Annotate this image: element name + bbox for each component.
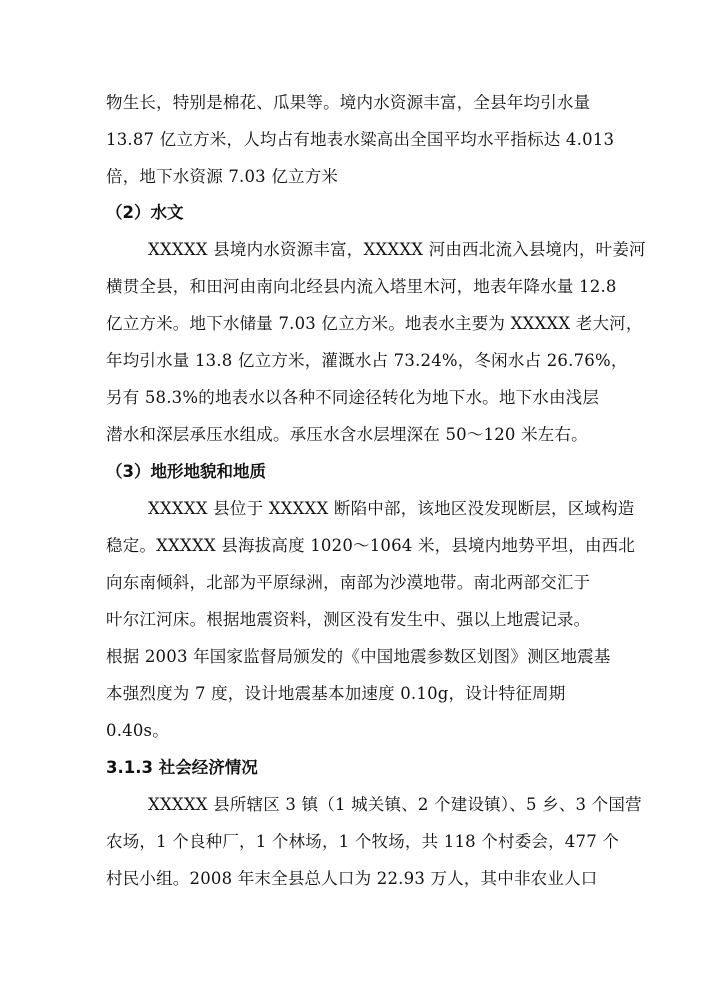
- section-heading-hydrology: （2）水文: [106, 203, 184, 222]
- paragraph-line: XXXXX 县位于 XXXXX 断陷中部，该地区没发现断层，区域构造: [148, 499, 635, 518]
- paragraph-line: 年均引水量 13.8 亿立方米，灌溉水占 73.24%，冬闲水占 26.76%，: [106, 351, 628, 370]
- paragraph-line: 倍，地下水资源 7.03 亿立方米: [106, 167, 339, 186]
- paragraph-line: 向东南倾斜，北部为平原绿洲，南部为沙漠地带。南北两部交汇于: [106, 573, 591, 592]
- paragraph-line: 横贯全县，和田河由南向北经县内流入塔里木河，地表年降水量 12.8: [106, 277, 617, 296]
- paragraph-line: 村民小组。2008 年末全县总人口为 22.93 万人，其中非农业人口: [106, 869, 598, 888]
- paragraph-line: XXXXX 县所辖区 3 镇（1 城关镇、2 个建设镇）、5 乡、3 个国营: [148, 795, 642, 814]
- paragraph-line: 本强烈度为 7 度，设计地震基本加速度 0.10g，设计特征周期: [106, 684, 566, 703]
- section-heading-topography: （3）地形地貌和地质: [106, 462, 266, 481]
- paragraph-line: 叶尔江河床。根据地震资料，测区没有发生中、强以上地震记录。: [106, 610, 591, 629]
- paragraph-line: 13.87 亿立方米，人均占有地表水粱高出全国平均水平指标达 4.013: [106, 130, 615, 149]
- paragraph-line: 根据 2003 年国家监督局颁发的《中国地震参数区划图》测区地震基: [106, 647, 611, 666]
- paragraph-line: 稳定。XXXXX 县海拔高度 1020～1064 米，县境内地势平坦，由西北: [106, 536, 636, 555]
- paragraph-line: XXXXX 县境内水资源丰富，XXXXX 河由西北流入县境内，叶姜河: [148, 240, 646, 259]
- paragraph-line: 另有 58.3%的地表水以各种不同途径转化为地下水。地下水由浅层: [106, 388, 600, 407]
- paragraph-line: 亿立方米。地下水储量 7.03 亿立方米。地表水主要为 XXXXX 老大河，: [106, 314, 643, 333]
- paragraph-line: 0.40s。: [106, 721, 169, 740]
- paragraph-line: 潜水和深层承压水组成。承压水含水层埋深在 50～120 米左右。: [106, 425, 588, 444]
- section-heading-socioeconomic: 3.1.3 社会经济情况: [106, 758, 258, 777]
- paragraph-line: 物生长，特别是棉花、瓜果等。境内水资源丰富，全县年均引水量: [106, 93, 591, 112]
- paragraph-line: 农场，1 个良种厂，1 个林场，1 个牧场，共 118 个村委会，477 个: [106, 832, 620, 851]
